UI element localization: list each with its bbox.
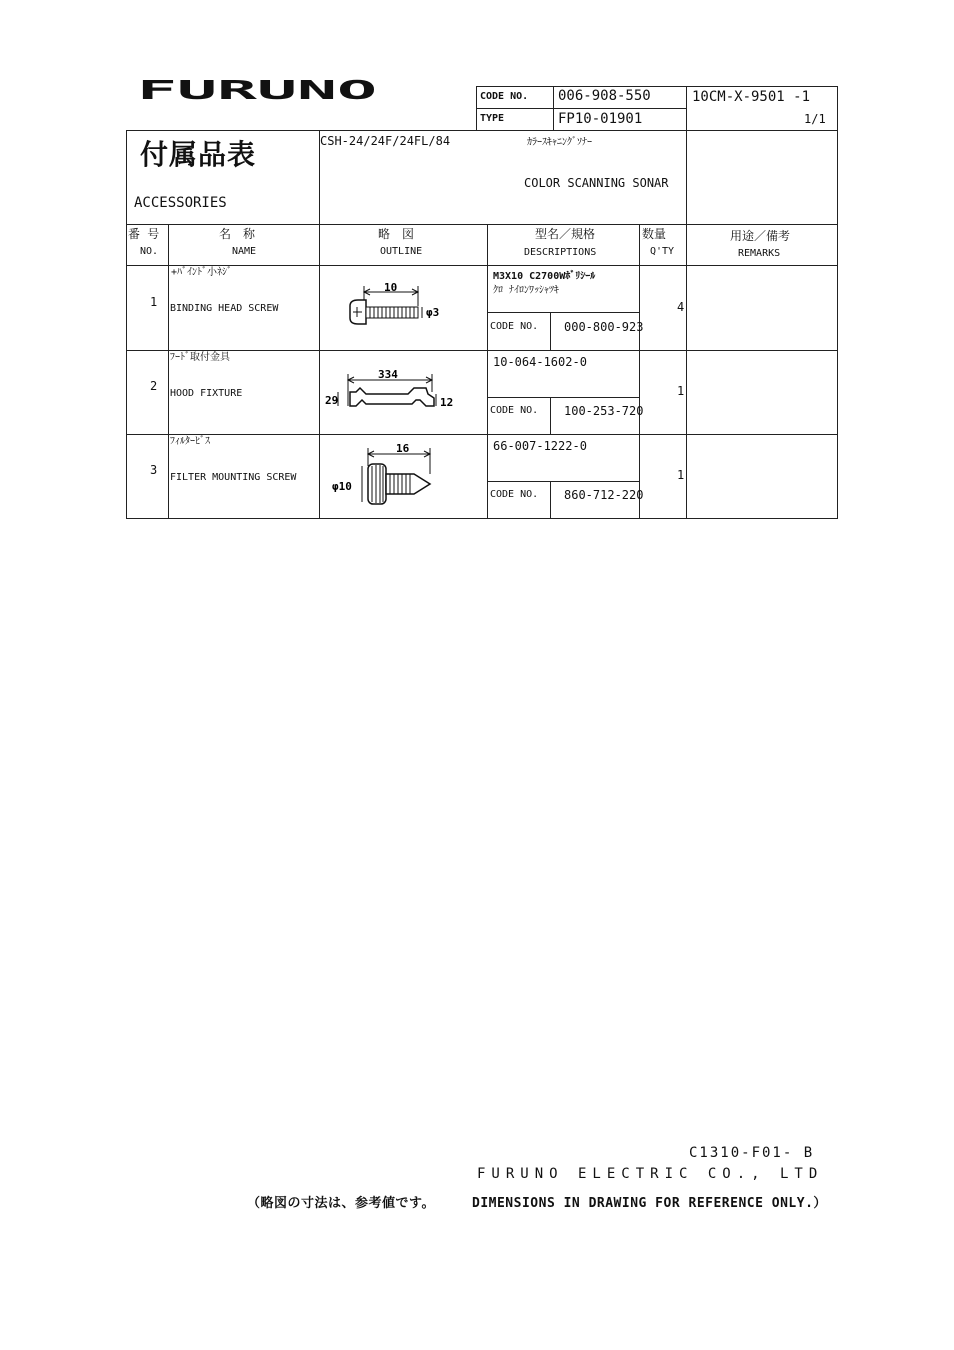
item-name-jp: +ﾊﾞｲﾝﾄﾞ小ﾈｼﾞ — [171, 267, 233, 278]
col-qty-jp: 数量 — [642, 227, 667, 241]
type-label: TYPE — [480, 113, 505, 124]
row-number: 1 — [150, 295, 158, 309]
furuno-logo — [137, 79, 377, 101]
dim-length: 334 — [378, 368, 398, 381]
dim-diameter: φ10 — [332, 480, 352, 493]
col-no-jp: 番 号 — [128, 227, 160, 241]
reference-note-jp: （略図の寸法は、参考値です。 — [247, 1196, 435, 1211]
col-no-en: NO. — [140, 246, 159, 257]
header-type: FP10-01901 — [558, 111, 643, 127]
item-spec: 10-064-1602-0 — [493, 355, 587, 369]
code-no-label: CODE NO. — [480, 91, 529, 102]
col-name-en: NAME — [232, 246, 257, 257]
item-spec: M3X10 C2700Wﾎﾞﾘｼｰﾙ — [493, 271, 596, 282]
col-desc-jp: 型名／規格 — [535, 227, 596, 241]
dim-width: 12 — [440, 396, 454, 409]
col-desc-en: DESCRIPTIONS — [524, 247, 597, 258]
row-number: 3 — [150, 463, 158, 477]
form-number: C1310-F01- B — [689, 1145, 815, 1161]
title-jp: 付属品表 — [140, 138, 257, 171]
reference-note-en: DIMENSIONS IN DRAWING FOR REFERENCE ONLY.） — [472, 1196, 827, 1211]
item-name-en: BINDING HEAD SCREW — [170, 303, 279, 314]
product-name-en: COLOR SCANNING SONAR — [524, 176, 669, 190]
item-code: 860-712-220 — [564, 488, 644, 502]
item-code: 000-800-923 — [564, 320, 644, 334]
binding-head-screw-drawing — [340, 276, 460, 336]
filter-mounting-screw-drawing — [330, 440, 450, 512]
title-en: ACCESSORIES — [134, 195, 227, 211]
dim-length: 16 — [396, 442, 410, 455]
item-name-jp: ﾌｰﾄﾞ取付金具 — [170, 352, 230, 363]
col-name-jp: 名 称 — [219, 227, 256, 241]
code-no-label: CODE NO. — [490, 489, 539, 500]
col-remarks-jp: 用途／備考 — [730, 229, 791, 243]
item-spec-2: ｸﾛ ﾅｲﾛﾝﾜｯｼｬﾂｷ — [493, 285, 560, 296]
company-name: FURUNO ELECTRIC CO., LTD — [477, 1166, 824, 1182]
col-outline-jp: 略 図 — [378, 227, 415, 241]
page-number: 1/1 — [804, 112, 826, 126]
col-qty-en: Q'TY — [650, 246, 675, 257]
code-no-label: CODE NO. — [490, 405, 539, 416]
item-code: 100-253-720 — [564, 404, 644, 418]
item-spec: 66-007-1222-0 — [493, 439, 587, 453]
item-name-en: HOOD FIXTURE — [170, 388, 243, 399]
code-no-label: CODE NO. — [490, 321, 539, 332]
logo-text: FURUNO — [137, 79, 377, 101]
row-number: 2 — [150, 379, 158, 393]
product-name-jp: ｶﾗｰｽｷｬﾆﾝｸﾞｿﾅｰ — [527, 137, 592, 148]
item-qty: 1 — [677, 384, 685, 398]
item-name-jp: ﾌｨﾙﾀｰﾋﾞｽ — [170, 436, 210, 447]
model-list: CSH-24/24F/24FL/84 — [320, 134, 451, 148]
item-qty: 1 — [677, 468, 685, 482]
doc-number: 10CM-X-9501 -1 — [692, 89, 811, 105]
dim-diameter: φ3 — [426, 306, 440, 319]
col-outline-en: OUTLINE — [380, 246, 423, 257]
hood-fixture-drawing — [322, 364, 462, 416]
dim-length: 10 — [384, 281, 398, 294]
item-qty: 4 — [677, 300, 685, 314]
dim-height: 29 — [325, 394, 339, 407]
col-remarks-en: REMARKS — [738, 248, 781, 259]
item-name-en: FILTER MOUNTING SCREW — [170, 472, 297, 483]
header-code-no: 006-908-550 — [558, 88, 651, 104]
